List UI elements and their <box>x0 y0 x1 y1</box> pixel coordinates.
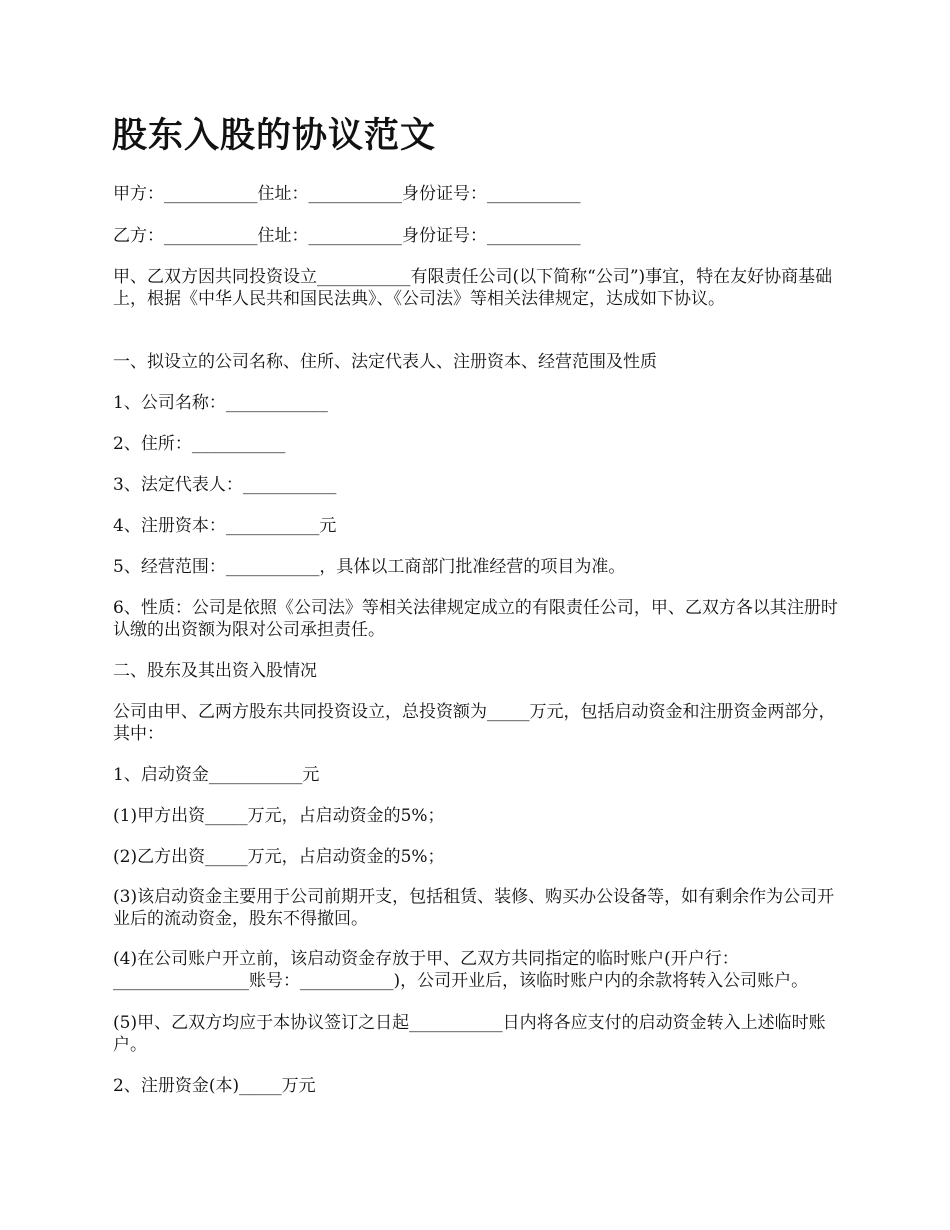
party-a-line: 甲方：___________住址：___________身份证号：___________ <box>113 184 581 204</box>
section-2-heading: 二、股东及其出资入股情况 <box>113 661 317 681</box>
business-scope-line: 5、经营范围：___________，具体以工商部门批准经营的项目为准。 <box>113 557 626 577</box>
party-b-contribution-line: (2)乙方出资_____万元，占启动资金的5%； <box>113 847 445 867</box>
registered-funds-line: 2、注册资金(本)_____万元 <box>113 1076 316 1096</box>
transfer-deadline-paragraph: (5)甲、乙双方均应于本协议签订之日起___________日内将各应支付的启动资金转入上述临时账户。 <box>113 1013 826 1055</box>
startup-funds-line: 1、启动资金___________元 <box>113 765 320 785</box>
temporary-account-paragraph: (4)在公司账户开立前，该启动资金存放于甲、乙双方共同指定的临时账户(开户行：________________账号：___________)，公司开业后，该临时账户内的余款将转入公司账户。 <box>113 949 809 991</box>
intro-paragraph: 甲、乙双方因共同投资设立___________有限责任公司(以下简称“公司”)事宜，特在友好协商基础上，根据《中华人民共和国民法典》、《公司法》等相关法律规定，达成如下协议。 <box>113 267 833 309</box>
party-b-line: 乙方：___________住址：___________身份证号：___________ <box>113 226 581 246</box>
investment-intro-paragraph: 公司由甲、乙两方股东共同投资设立，总投资额为_____万元，包括启动资金和注册资金两部分，其中： <box>113 702 836 744</box>
company-nature-paragraph: 6、性质：公司是依照《公司法》等相关法律规定成立的有限责任公司，甲、乙双方各以其注册时认缴的出资额为限对公司承担责任。 <box>113 598 838 640</box>
address-line: 2、住所：___________ <box>113 434 286 454</box>
document-title: 股东入股的协议范文 <box>112 115 437 156</box>
startup-funds-usage-paragraph: (3)该启动资金主要用于公司前期开支，包括租赁、装修、购买办公设备等，如有剩余作为公司开业后的流动资金，股东不得撤回。 <box>113 887 835 929</box>
section-1-heading: 一、拟设立的公司名称、住所、法定代表人、注册资本、经营范围及性质 <box>113 352 657 372</box>
company-name-line: 1、公司名称：____________ <box>113 393 328 413</box>
legal-representative-line: 3、法定代表人：___________ <box>113 475 337 495</box>
party-a-contribution-line: (1)甲方出资_____万元，占启动资金的5%； <box>113 806 445 826</box>
registered-capital-line: 4、注册资本：___________元 <box>113 516 337 536</box>
